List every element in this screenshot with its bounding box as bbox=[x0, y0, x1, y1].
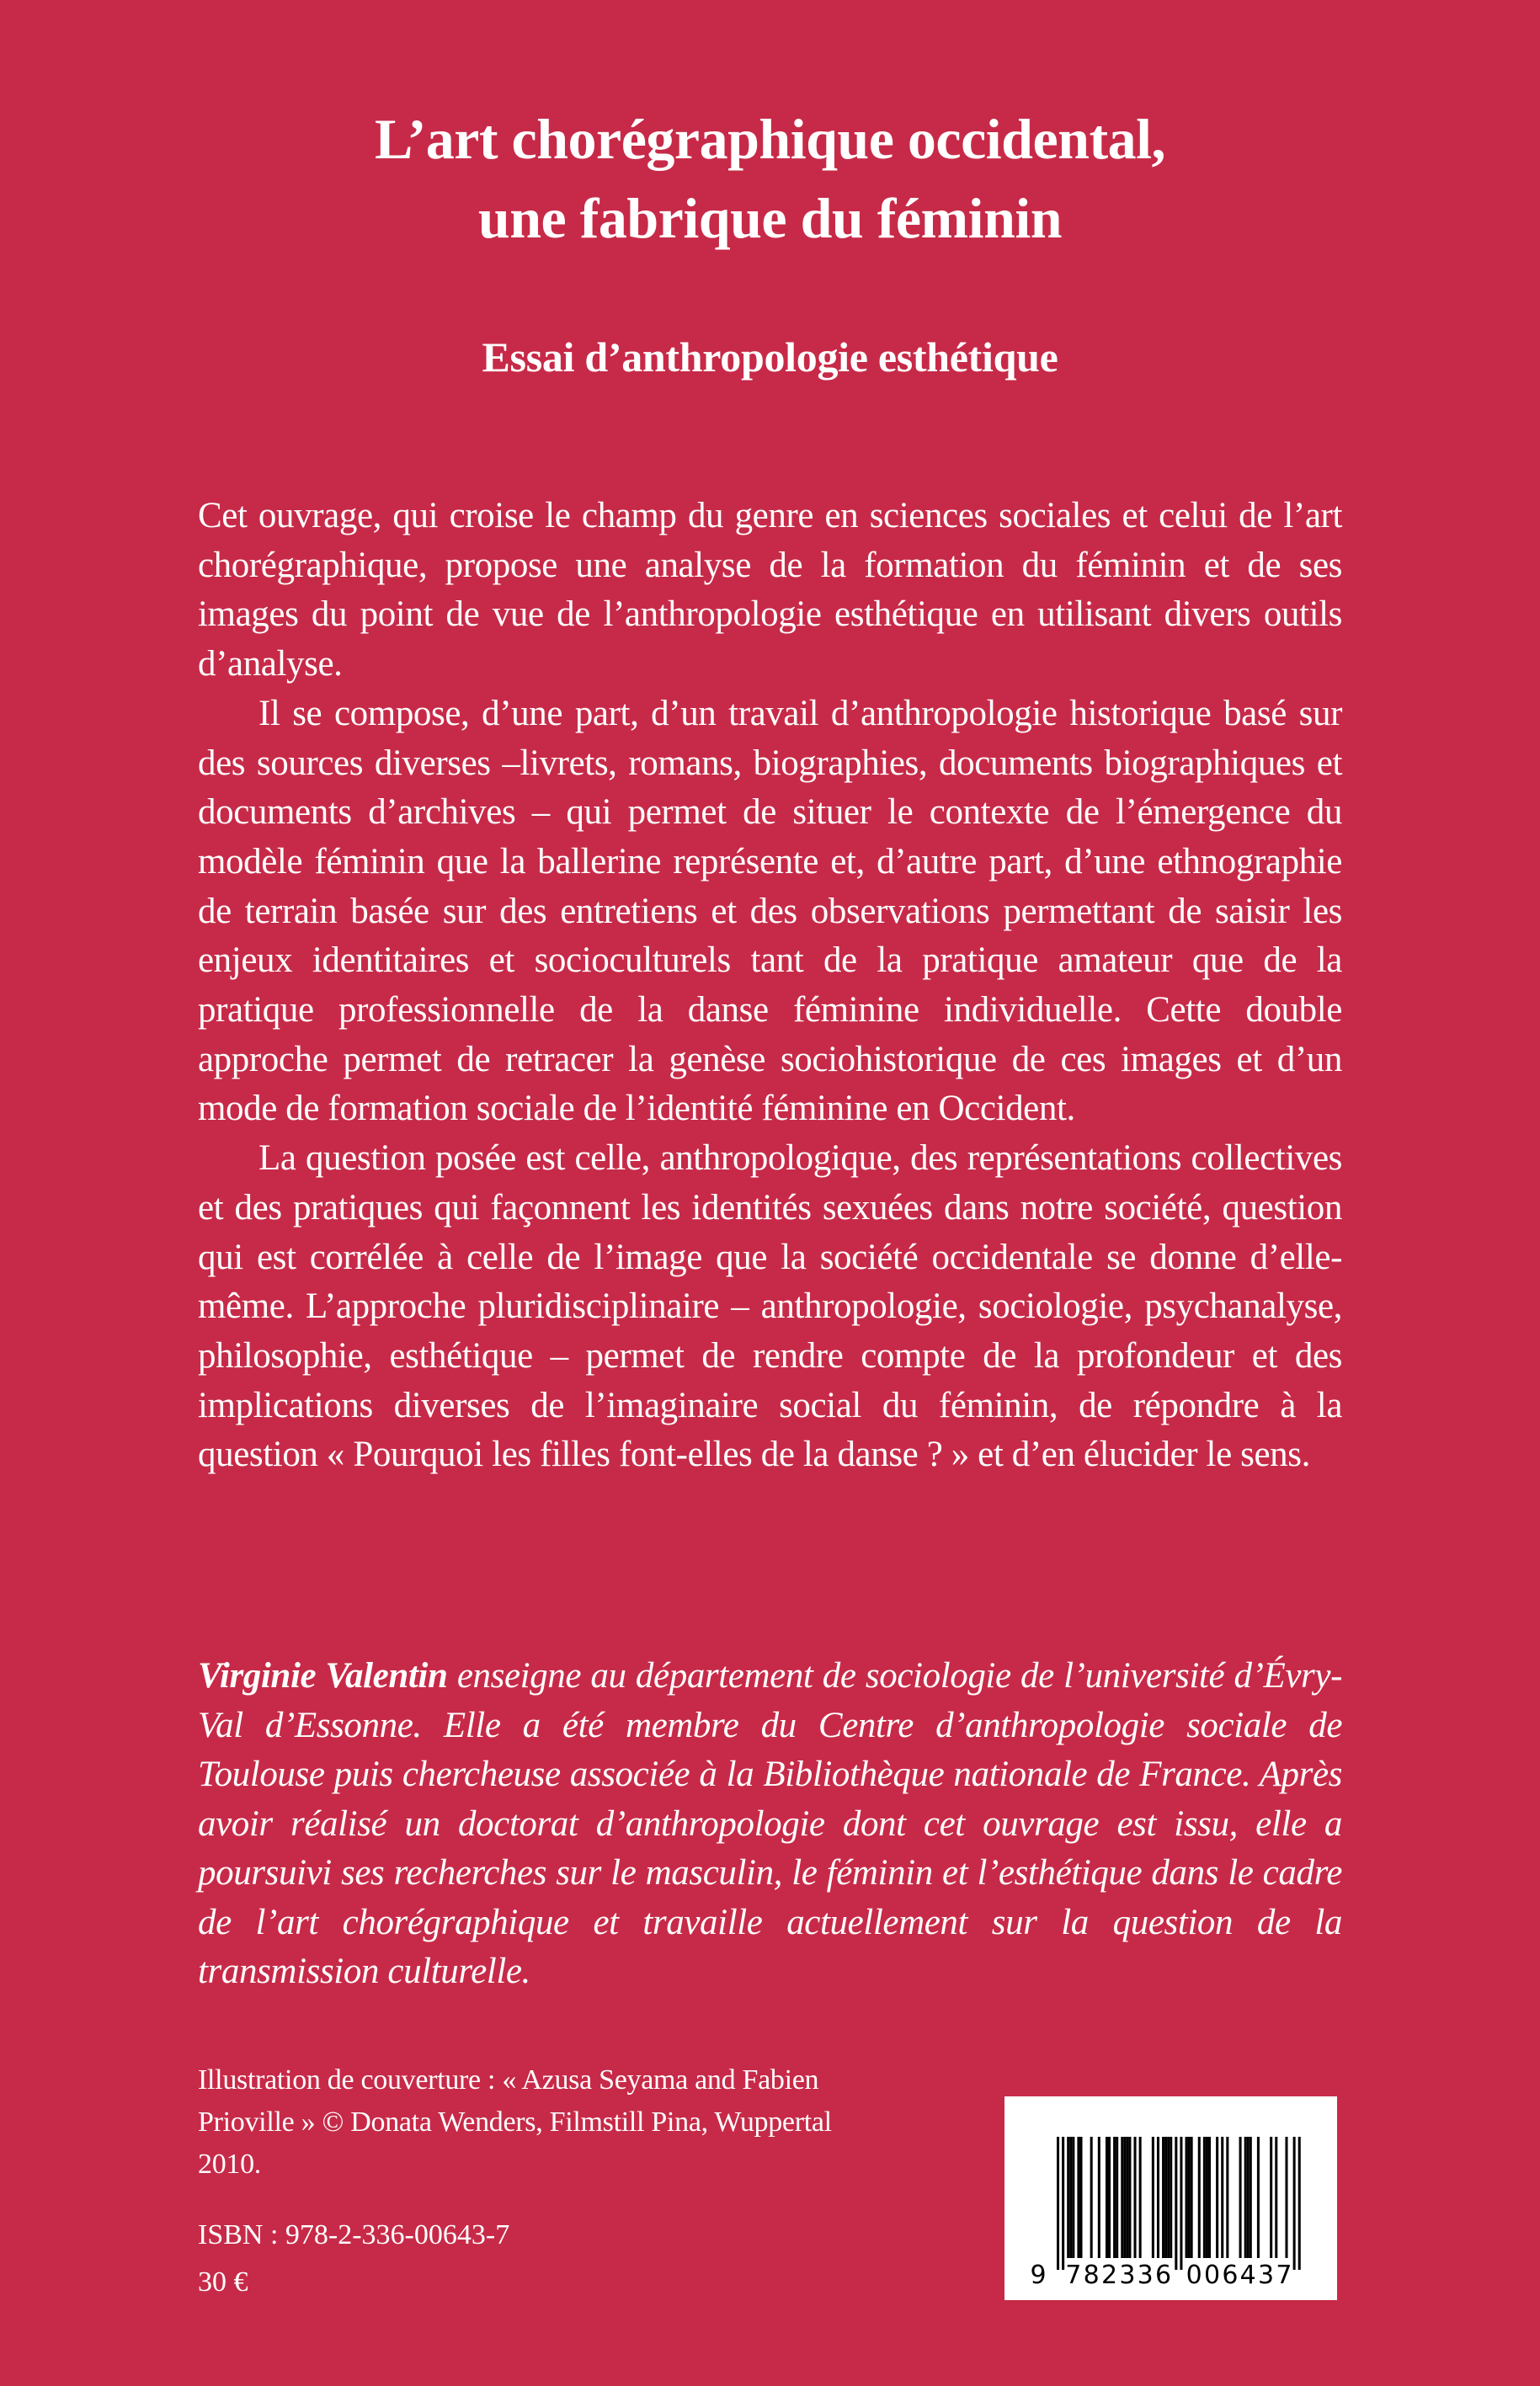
barcode-digit: 2 bbox=[1100, 2261, 1118, 2290]
barcode-digit: 4 bbox=[1239, 2261, 1256, 2290]
author-bio-text: enseigne au département de sociologie de l’université d’Évry-Val d’Essonne. Elle a été membre du Centre d’anthropologie sociale de Toulouse puis chercheuse associée à la Bibliothèque nationale de France. Après avoir réalisé un doctorat d’anthropologie dont cet ouvrage est issu, elle a poursuivi ses recherches sur le masculin, le féminin et l’esthétique dans le cadre de l’art chorégraphique et travaille actuellement sur la question de la transmission culturelle. bbox=[198, 1656, 1342, 1991]
barcode-digit: 9 bbox=[1030, 2261, 1047, 2290]
author-name: Virginie Valentin bbox=[198, 1656, 448, 1696]
barcode-bar bbox=[1062, 2137, 1064, 2270]
barcode-bar bbox=[1157, 2137, 1159, 2258]
barcode-bar bbox=[1134, 2137, 1137, 2258]
barcode-bar bbox=[1175, 2137, 1177, 2270]
barcode-bar bbox=[1180, 2137, 1182, 2270]
summary-paragraph-1: Cet ouvrage, qui croise le champ du genre en sciences sociales et celui de l’art chorégraphique, propose une analyse de la formation du féminin et de ses images du point de vue de l’anthropologie esthétique en utilisant divers outils d’analyse. bbox=[198, 496, 1342, 684]
barcode-bar bbox=[1226, 2137, 1228, 2258]
barcode-bar bbox=[1121, 2137, 1123, 2258]
barcode-bar bbox=[1162, 2137, 1164, 2258]
barcode-bar bbox=[1113, 2137, 1116, 2258]
price: 30 € bbox=[198, 2266, 248, 2298]
barcode-bar bbox=[1206, 2137, 1208, 2258]
barcode-bar bbox=[1126, 2137, 1128, 2258]
barcode-bar bbox=[1191, 2137, 1193, 2258]
barcode-bar bbox=[1186, 2137, 1188, 2258]
barcode-digit: 3 bbox=[1119, 2261, 1136, 2290]
barcode-digit: 6 bbox=[1222, 2261, 1239, 2290]
summary-text bbox=[198, 492, 1342, 1480]
barcode-bar bbox=[1293, 2137, 1296, 2270]
cover-credit: Illustration de couverture : « Azusa Seyama and Fabien Prioville » © Donata Wenders, Filmstill Pina, Wuppertal 2010. bbox=[198, 2064, 832, 2180]
barcode-graphic bbox=[1004, 2096, 1337, 2300]
barcode-digit: 6 bbox=[1155, 2261, 1172, 2290]
isbn: ISBN : 978-2-336-00643-7 bbox=[198, 2219, 510, 2250]
summary-paragraph-3: La question posée est celle, anthropologique, des représentations collectives et des pratiques qui façonnent les identités sexuées dans notre société, question qui est corrélée à celle de l’image que la société occidentale se donne d’elle-même. L’approche pluridisciplinaire – anthropologie, sociologie, psychanalyse, philosophie, esthétique – permet de rendre compte de la profondeur et des implications diverses de l’imaginaire social du féminin, de répondre à la question « Pourquoi les filles font-elles de la danse ? » et d’en élucider le sens. bbox=[198, 1138, 1342, 1475]
barcode-bar bbox=[1098, 2137, 1100, 2258]
title-line-1: L’art chorégraphique occidental, bbox=[374, 107, 1166, 171]
barcode-bar bbox=[1079, 2137, 1082, 2258]
barcode-bar bbox=[1250, 2137, 1252, 2258]
barcode-digit: 3 bbox=[1258, 2261, 1275, 2290]
barcode-digit: 0 bbox=[1203, 2261, 1221, 2290]
barcode-bar bbox=[1244, 2137, 1247, 2258]
barcode-bar bbox=[1090, 2137, 1093, 2258]
barcode-bar bbox=[1057, 2137, 1059, 2270]
barcode-bar bbox=[1257, 2137, 1260, 2258]
barcode-bar bbox=[1108, 2137, 1111, 2258]
barcode-digit: 7 bbox=[1276, 2261, 1292, 2290]
barcode-bar bbox=[1239, 2137, 1242, 2258]
barcode-bar bbox=[1208, 2137, 1211, 2258]
barcode-bar bbox=[1170, 2137, 1172, 2258]
barcode-bar bbox=[1188, 2137, 1191, 2258]
barcode bbox=[1004, 2096, 1337, 2300]
barcode-digit: 3 bbox=[1137, 2261, 1154, 2290]
barcode-bar bbox=[1139, 2137, 1142, 2258]
barcode-bar bbox=[1247, 2137, 1250, 2258]
barcode-bar bbox=[1203, 2137, 1206, 2258]
barcode-bar bbox=[1072, 2137, 1074, 2258]
barcode-bar bbox=[1067, 2137, 1069, 2258]
barcode-bar bbox=[1298, 2137, 1301, 2270]
barcode-bar bbox=[1275, 2137, 1277, 2258]
barcode-digit: 7 bbox=[1065, 2261, 1082, 2290]
barcode-bar bbox=[1116, 2137, 1118, 2258]
barcode-bar bbox=[1285, 2137, 1287, 2258]
barcode-bar bbox=[1216, 2137, 1218, 2258]
book-subtitle: Essai d’anthropologie esthétique bbox=[482, 333, 1058, 381]
title-line-2: une fabrique du féminin bbox=[477, 186, 1063, 250]
barcode-digit: 0 bbox=[1186, 2261, 1202, 2290]
barcode-bar bbox=[1077, 2137, 1079, 2258]
barcode-bar bbox=[1164, 2137, 1167, 2258]
barcode-bar bbox=[1152, 2137, 1154, 2258]
barcode-bar bbox=[1106, 2137, 1108, 2258]
barcode-bar bbox=[1069, 2137, 1072, 2258]
book-title bbox=[0, 99, 1540, 258]
barcode-bar bbox=[1123, 2137, 1126, 2258]
barcode-bar bbox=[1128, 2137, 1131, 2258]
barcode-bar bbox=[1270, 2137, 1272, 2258]
author-bio bbox=[198, 1652, 1342, 1997]
barcode-bar bbox=[1198, 2137, 1201, 2258]
barcode-digit: 8 bbox=[1083, 2261, 1100, 2290]
barcode-bar bbox=[1167, 2137, 1170, 2258]
summary-paragraph-2: Il se compose, d’une part, d’un travail d’anthropologie historique basé sur des sources diverses –livrets, romans, biographies, documents biographiques et documents d’archives – qui permet de situer le contexte de l’émergence du modèle féminin que la ballerine représente et, d’autre part, d’une ethnographie de terrain basée sur des entretiens et des observations permettant de saisir les enjeux identitaires et socioculturels tant de la pratique amateur que de la pratique professionnelle de la danse féminine individuelle. Cette double approche permet de retracer la genèse sociohistorique de ces images et d’un mode de formation sociale de l’identité féminine en Occident. bbox=[198, 693, 1342, 1129]
barcode-bar bbox=[1221, 2137, 1223, 2258]
